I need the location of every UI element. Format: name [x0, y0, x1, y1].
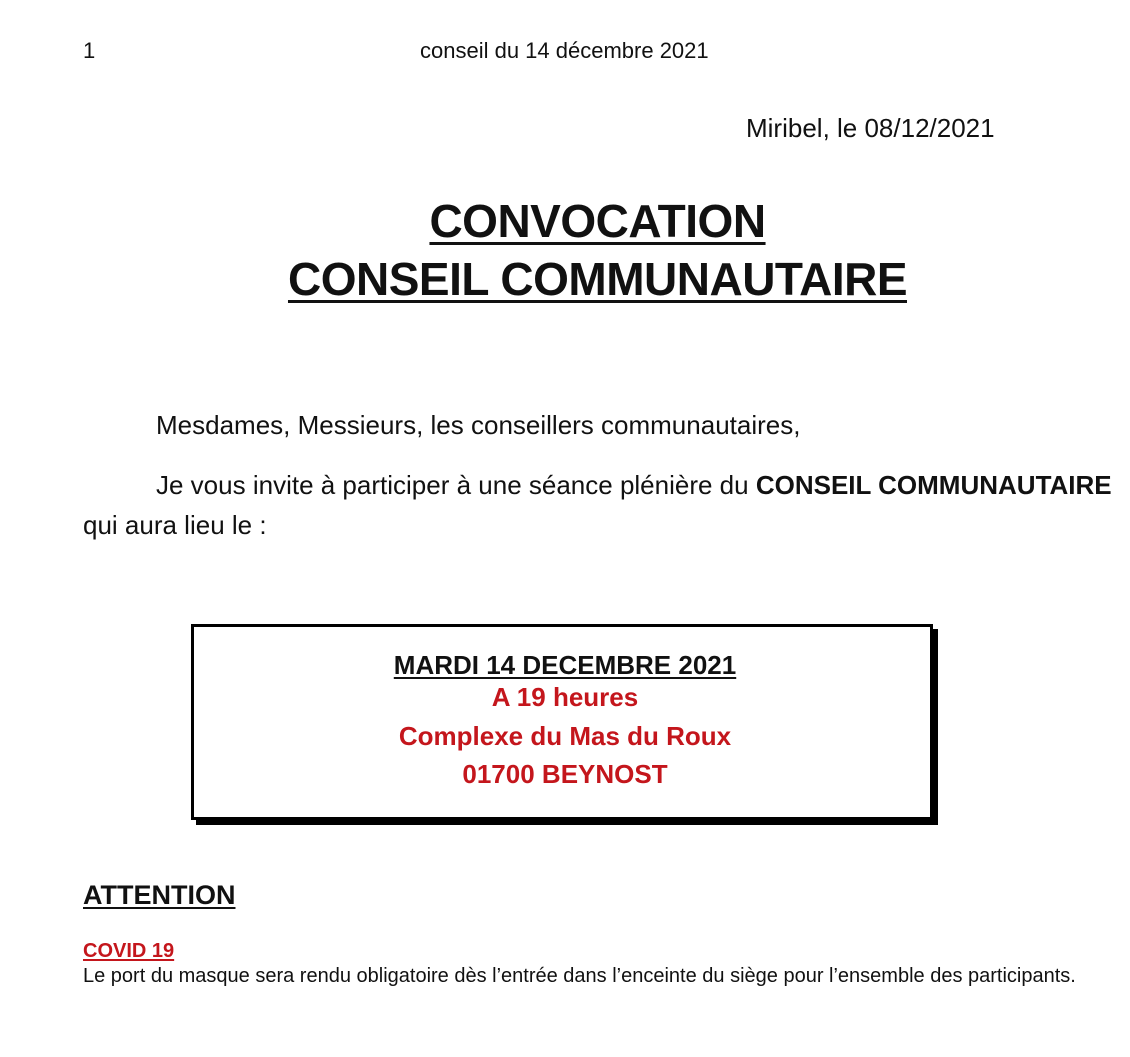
- meeting-venue: Complexe du Mas du Roux: [398, 721, 732, 751]
- meeting-details-box: [191, 624, 933, 820]
- meeting-time: A 19 heures: [491, 682, 639, 712]
- meeting-city: 01700 BEYNOST: [462, 759, 668, 789]
- covid-notice-text: Le port du masque sera rendu obligatoire dès l’entrée dans l’enceinte du siège pour l’ensemble des participants.: [83, 965, 1076, 987]
- salutation: Mesdames, Messieurs, les conseillers communautaires,: [156, 410, 801, 440]
- invitation-paragraph-end: qui aura lieu le :: [83, 510, 267, 540]
- invitation-text: Je vous invite à participer à une séance plénière du: [156, 470, 756, 500]
- page-number: 1: [83, 38, 96, 63]
- title-conseil-communautaire: CONSEIL COMMUNAUTAIRE: [287, 253, 907, 305]
- place-date: Miribel, le 08/12/2021: [746, 113, 995, 143]
- running-header: conseil du 14 décembre 2021: [420, 38, 709, 63]
- covid-label: COVID 19: [83, 940, 175, 962]
- meeting-date: MARDI 14 DECEMBRE 2021: [393, 650, 737, 680]
- invitation-paragraph: [156, 470, 1112, 501]
- attention-heading: ATTENTION: [83, 880, 236, 910]
- title-convocation: CONVOCATION: [429, 195, 766, 247]
- invitation-bold-text: CONSEIL COMMUNAUTAIRE: [755, 470, 1112, 500]
